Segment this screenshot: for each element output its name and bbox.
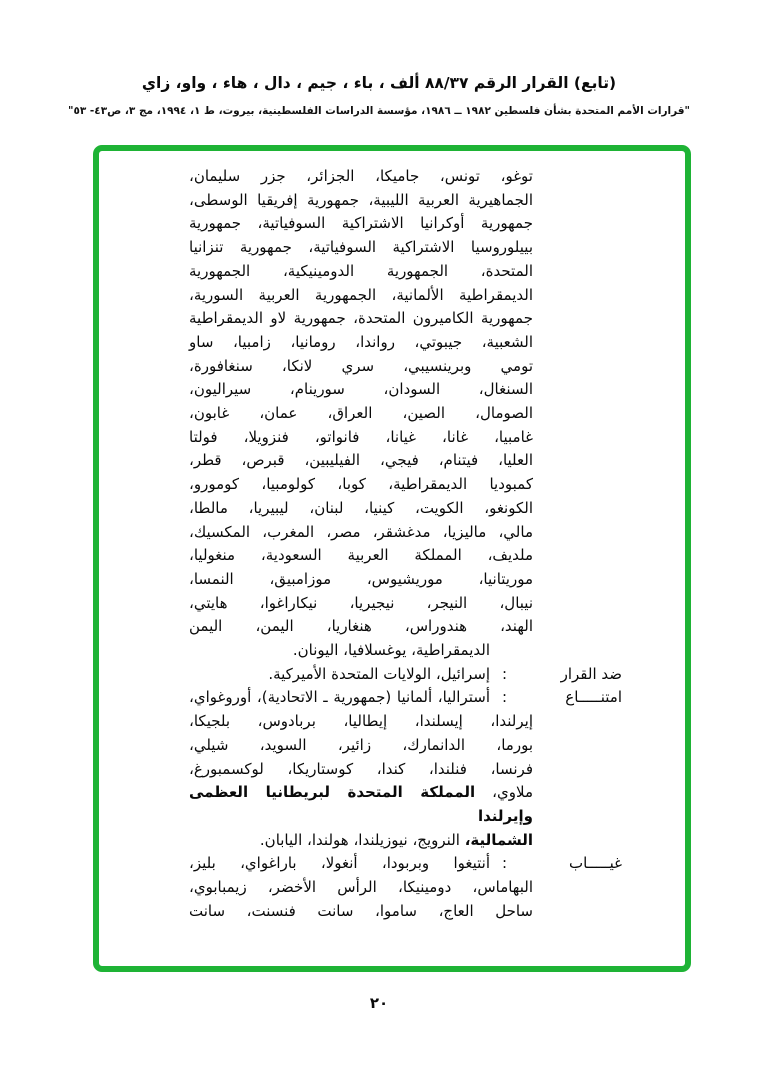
text-segment: الصومال، الصين، العراق، عمان، غابون، [189,404,533,423]
vote-label-abstain [502,686,622,710]
text-line [189,236,533,260]
text-line [189,710,533,734]
text-line [189,568,533,592]
text-line [189,212,533,236]
colon-separator: : [502,664,508,683]
text-line [189,663,533,687]
in-favor-country-list [189,165,533,663]
text-line [189,473,533,497]
text-line [189,829,533,853]
bold-text-segment: المملكة المتحدة لبريطانيا العظمى وإيرلندا [189,783,533,825]
text-segment: غامبيا، غانا، غيانا، فانواتو، فنزويلا، فولتا [189,427,533,446]
text-segment: جمهورية الكاميرون المتحدة، جمهورية لاو الديمقراطية [189,309,533,328]
text-line [189,426,533,450]
vote-label-text: امتنـــــاع [565,688,622,707]
page-header [0,0,758,119]
absent-country-list [189,852,533,923]
text-segment: جمهورية أوكرانيا الاشتراكية السوفياتية، جمهورية [189,214,533,233]
text-segment: الديمقراطية الألمانية، الجمهورية العربية السورية، [189,285,533,304]
text-line [189,544,533,568]
colon-separator: : [502,854,508,873]
text-segment: الهند، هندوراس، هنغاريا، اليمن، اليمن [189,617,533,636]
text-line [189,900,533,924]
vote-row-absent [189,852,622,923]
text-segment: ملاوي، [475,783,533,802]
text-line [189,615,533,639]
text-line [189,189,533,213]
text-segment: الديمقراطية، يوغسلافيا، اليونان. [292,641,490,660]
against-country-list [189,663,533,687]
text-segment: بورما، الدانمارك، زائير، السويد، شيلي، [189,735,533,754]
text-segment: البهاماس، دومينيكا، الرأس الأخضر، زيمبابوي، [189,878,533,897]
text-segment: تومي وبرينسيبي، سري لانكا، سنغافورة، [189,356,533,375]
text-segment: فرنسا، فنلندا، كندا، كوستاريكا، لوكسمبورغ، [189,759,533,778]
colon-separator: : [502,688,508,707]
text-segment: مالي، ماليزيا، مدغشقر، مصر، المغرب، المكسيك، [189,522,533,541]
text-line [189,331,533,355]
vote-label-text: غيـــــاب [568,854,622,873]
source-citation: "قرارات الأمم المتحدة بشأن فلسطين ١٩٨٢ ــ ١٩٨٦، مؤسسة الدراسات الفلسطينية، بيروت، ط ١، ١٩٩٤، مج ٣، ص٤٣- ٥٣" [67,105,691,117]
vote-label-against [502,663,622,687]
text-segment: النرويج، نيوزيلندا، هولندا، اليابان. [259,830,465,849]
vote-row-against [189,663,622,687]
abstain-country-list [189,686,533,852]
vote-row-abstain [189,686,622,852]
text-segment: إيرلندا، إيسلندا، إيطاليا، بربادوس، بلجيكا، [189,712,533,731]
text-segment: ساحل العاج، ساموا، سانت فنسنت، سانت [189,901,533,920]
text-line [189,592,533,616]
text-line [189,165,533,189]
text-line [189,260,533,284]
text-segment: المتحدة، الجمهورية الدومينيكية، الجمهورية [189,261,533,280]
text-line [189,639,533,663]
green-border-frame [93,145,691,972]
text-segment: نيبال، النيجر، نيجيريا، نيكاراغوا، هايتي، [189,593,533,612]
text-line [189,378,533,402]
text-segment: الشعبية، جيبوتي، رواندا، رومانيا، زامبيا، ساو [189,332,533,351]
bold-text-segment: الشمالية، [464,830,533,849]
text-segment: الكونغو، الكويت، كينيا، لبنان، ليبيريا، مالطا، [189,498,533,517]
text-segment: العليا، فيتنام، فيجي، الفيليبين، قبرص، قطر، [189,451,533,470]
text-segment: أستراليا، ألمانيا (جمهورية ـ الاتحادية)، أوروغواي، [189,688,490,707]
text-segment: ملديف، المملكة العربية السعودية، منغوليا، [189,546,533,565]
text-line [189,521,533,545]
text-line [189,497,533,521]
text-line [189,449,533,473]
text-line [189,734,533,758]
text-line [189,284,533,308]
page-number: ٢٠ [369,994,389,1012]
text-segment: بييلوروسيا الاشتراكية السوفياتية، جمهورية تنزانيا [189,238,533,257]
text-segment: توغو، تونس، جاميكا، الجزائر، جزر سليمان، [189,167,533,185]
text-line [189,686,533,710]
text-line [189,307,533,331]
vote-label-absent [502,852,622,876]
vote-label-text: ضد القرار [560,664,622,683]
text-segment: السنغال، السودان، سورينام، سيراليون، [189,380,533,399]
text-segment: إسرائيل، الولايات المتحدة الأميركية. [268,664,490,683]
text-line [189,355,533,379]
text-line [189,781,533,828]
text-segment: الجماهيرية العربية الليبية، جمهورية إفريقيا الوسطى، [189,190,533,209]
text-segment: موريتانيا، موريشيوس، موزامبيق، النمسا، [189,569,533,588]
text-segment: أنتيغوا وبربودا، أنغولا، باراغواي، بليز، [189,854,490,873]
text-line [189,758,533,782]
text-line [189,402,533,426]
text-line [189,852,533,876]
text-segment: كمبوديا الديمقراطية، كوبا، كولومبيا، كومورو، [189,475,533,494]
resolution-title: (تابع) القرار الرقم ٨٨/٣٧ ألف ، باء ، جيم ، دال ، هاء ، واو، زاي [141,74,617,92]
text-line [189,876,533,900]
